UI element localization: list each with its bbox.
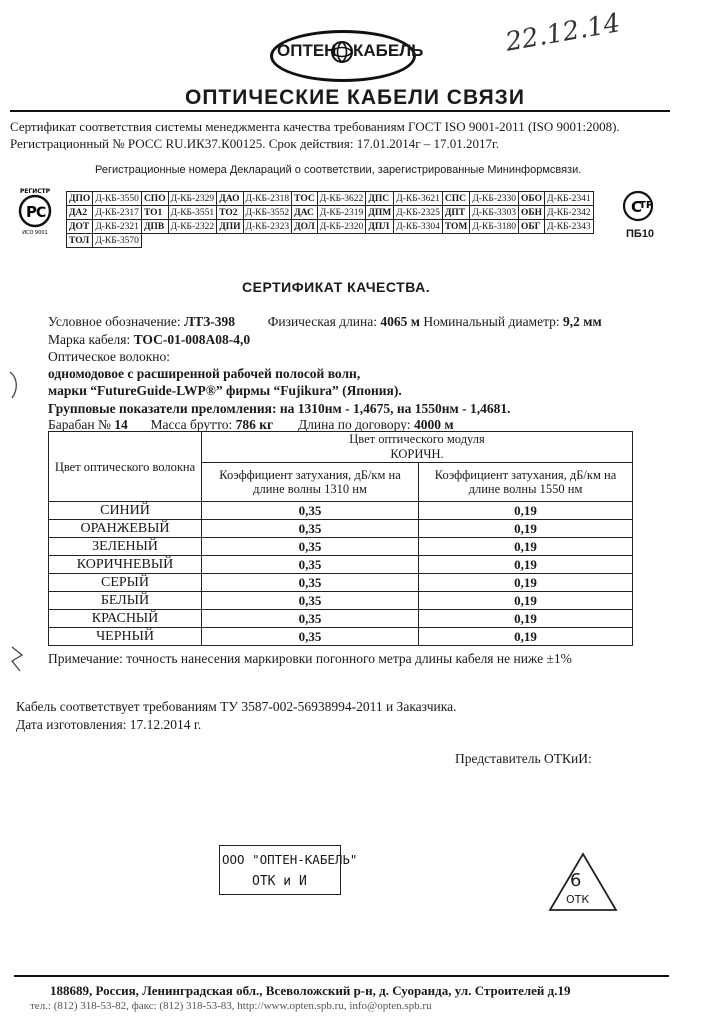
attenuation-1550-header: Коэффициент затухания, дБ/км на длине волны 1550 нм [419,463,633,502]
attenuation-1550-cell: 0,19 [419,556,633,574]
fiber-line-1: одномодовое с расширенной рабочей полосой волн, [48,366,361,381]
decl-number: Д-КБ-2320 [317,220,366,234]
handwritten-date: 22.12.14 [503,8,623,58]
declarations-row [67,220,594,234]
compliance-statement: Кабель соответствует требованиям ТУ 3587-002-56938994-2011 и Заказчика. [16,699,457,714]
decl-code: ОБГ [519,220,545,234]
precision-note: Примечание: точность нанесения маркировки погонного метра длины кабеля не ниже ±1% [48,651,572,666]
table-row [49,502,633,520]
attenuation-1550-cell: 0,19 [419,520,633,538]
manufacture-date: Дата изготовления: 17.12.2014 г. [16,717,202,732]
table-row [49,538,633,556]
brand-label: Марка кабеля: [48,332,131,347]
drum-value: 14 [114,417,128,432]
company-contacts: тел.: (812) 318-53-82, факс: (812) 318-53-83, http://www.opten.spb.ru, info@opten.spb.ru [30,1000,432,1012]
decl-code: ДАС [292,206,318,220]
company-heading: ОПТИЧЕСКИЕ КАБЕЛИ СВЯЗИ [185,86,525,109]
svg-text:Р: Р [26,203,37,221]
decl-code: ДПЛ [366,220,394,234]
decl-code: ТО2 [217,206,243,220]
length-value: 4065 м [380,314,420,329]
module-color-value: КОРИЧН. [390,447,444,461]
decl-number: Д-КБ-3303 [470,206,519,220]
decl-code: СПС [442,192,470,206]
decl-number: Д-КБ-3180 [470,220,519,234]
mass-label: Масса брутто: [150,417,233,432]
decl-number: Д-КБ-3550 [93,192,142,206]
badge-bottom-text: ИСО 9001 [22,230,48,236]
attenuation-1310-cell: 0,35 [202,556,419,574]
fiber-color-cell: СЕРЫЙ [49,574,202,592]
scan-mark-icon [8,370,22,400]
fiber-color-header: Цвет оптического волокна [49,432,202,502]
svg-text:С: С [631,198,643,216]
decl-code: ДПВ [141,220,168,234]
decl-number: Д-КБ-2341 [545,192,594,206]
decl-number: Д-КБ-2322 [168,220,217,234]
decl-number: Д-КБ-2317 [93,206,142,220]
decl-code: СПО [141,192,168,206]
designation-label: Условное обозначение: [48,314,181,329]
cable-designation-line [48,314,602,330]
decl-number: Д-КБ-2330 [470,192,519,206]
document-title: СЕРТИФИКАТ КАЧЕСТВА. [242,279,431,295]
logo-text-left: ОПТЕН [277,41,337,60]
contract-length-label: Длина по договору: [297,417,411,432]
qc-stamp-label: ОТК [566,893,590,906]
decl-number: Д-КБ-2325 [394,206,443,220]
company-address: 188689, Россия, Ленинградская обл., Всеволожский р-н, д. Суоранда, ул. Строителей д.19 [50,983,571,998]
attenuation-table [48,431,633,646]
module-color-header-label: Цвет оптического модуля [349,432,485,446]
decl-number: Д-КБ-3304 [394,220,443,234]
svg-text:ТР: ТР [639,200,654,211]
cable-brand-line [48,332,250,348]
decl-code: ТОЛ [67,234,93,248]
decl-code: ОБН [519,206,545,220]
decl-code: ТО1 [141,206,168,220]
attenuation-1310-header: Коэффициент затухания, дБ/км на длине волны 1310 нм [202,463,419,502]
attenuation-1310-cell: 0,35 [202,592,419,610]
fiber-color-cell: БЕЛЫЙ [49,592,202,610]
scan-mark-icon [8,645,28,675]
table-row [49,556,633,574]
attenuation-1310-cell: 0,35 [202,502,419,520]
decl-number: Д-КБ-3552 [243,206,292,220]
attenuation-1310-cell: 0,35 [202,574,419,592]
representative-label: Представитель ОТКиИ: [455,751,592,766]
attenuation-1310-cell: 0,35 [202,520,419,538]
decl-code: ДА2 [67,206,93,220]
decl-code: ДПИ [217,220,243,234]
decl-number: Д-КБ-3551 [168,206,217,220]
certificate-line-1: Сертификат соответствия системы менеджмента качества требованиям ГОСТ ISO 9001-2011 (ISO 9001:2008). [10,119,620,134]
decl-number: Д-КБ-3570 [93,234,142,248]
fiber-color-cell: СИНИЙ [49,502,202,520]
certificate-line-2: Регистрационный № РОСС RU.ИК37.К00125. Срок действия: 17.01.2014г – 17.01.2017г. [10,136,500,151]
fiber-color-cell: ЗЕЛЕНЫЙ [49,538,202,556]
attenuation-1550-cell: 0,19 [419,610,633,628]
fiber-color-cell: КОРИЧНЕВЫЙ [49,556,202,574]
company-stamp-line-1: ООО "ОПТЕН-КАБЕЛЬ" [222,852,358,867]
decl-code: ДПТ [442,206,470,220]
refractive-index-line: Групповые показатели преломления: на 1310нм - 1,4675, на 1550нм - 1,4681. [48,401,511,416]
attenuation-1550-cell: 0,19 [419,502,633,520]
decl-number: Д-КБ-2323 [243,220,292,234]
mass-value: 786 кг [235,417,274,432]
table-row [49,628,633,646]
decl-code: ДОЛ [292,220,318,234]
decl-code: ДПО [67,192,93,206]
fiber-line-2: марки “FutureGuide-LWP®” фирмы “Fujikura” (Япония). [48,383,402,398]
declarations-row [67,234,594,248]
decl-code: ДПМ [366,206,394,220]
declarations-row [67,206,594,220]
attenuation-1310-cell: 0,35 [202,538,419,556]
diameter-label: Номинальный диаметр: [423,314,560,329]
attenuation-1550-cell: 0,19 [419,628,633,646]
fiber-color-cell: ЧЕРНЫЙ [49,628,202,646]
rostest-badge-icon [12,186,58,236]
decl-number: Д-КБ-2321 [93,220,142,234]
pb10-label: ПБ10 [626,228,655,240]
attenuation-1550-cell: 0,19 [419,592,633,610]
badge-top-text: РЕГИСТР [19,188,51,195]
table-row [49,592,633,610]
decl-number: Д-КБ-2342 [545,206,594,220]
declarations-row [67,192,594,206]
table-row [49,520,633,538]
decl-number: Д-КБ-2343 [545,220,594,234]
decl-code: ТОС [292,192,318,206]
logo-emblem-icon [330,40,354,64]
table-header-row [49,432,633,463]
svg-text:С: С [36,205,47,221]
attenuation-1310-cell: 0,35 [202,610,419,628]
footer-divider [14,975,669,977]
module-color-header [202,432,633,463]
fiber-label: Оптическое волокно: [48,349,170,364]
fiber-color-cell: ОРАНЖЕВЫЙ [49,520,202,538]
decl-number: Д-КБ-2319 [317,206,366,220]
contract-length-value: 4000 м [413,417,454,432]
attenuation-1310-cell: 0,35 [202,628,419,646]
attenuation-1550-cell: 0,19 [419,574,633,592]
fiber-color-cell: КРАСНЫЙ [49,610,202,628]
diameter-value: 9,2 мм [563,314,602,329]
decl-code: ДАО [217,192,243,206]
decl-code: ОБО [519,192,545,206]
table-row [49,574,633,592]
declarations-table [66,191,594,248]
designation-value: ЛТЗ-398 [184,314,235,329]
decl-code: ДПС [366,192,394,206]
header-divider [10,110,670,112]
attenuation-1550-cell: 0,19 [419,538,633,556]
decl-number: Д-КБ-3622 [317,192,366,206]
decl-code: ДОТ [67,220,93,234]
drum-label: Барабан № [48,417,111,432]
table-row [49,610,633,628]
brand-value: ТОС-01-008А08-4,0 [133,332,251,347]
company-stamp-line-2: ОТК и И [252,874,307,889]
length-label: Физическая длина: [267,314,378,329]
decl-number: Д-КБ-2329 [168,192,217,206]
registration-note: Регистрационные номера Деклараций о соответствии, зарегистрированные Мининформсвязи. [95,164,582,176]
decl-number: Д-КБ-3621 [394,192,443,206]
decl-code: ТОМ [442,220,470,234]
qc-stamp-number: 6 [570,870,582,891]
logo-text-right: КАБЕЛЬ [353,41,424,60]
decl-number: Д-КБ-2318 [243,192,292,206]
